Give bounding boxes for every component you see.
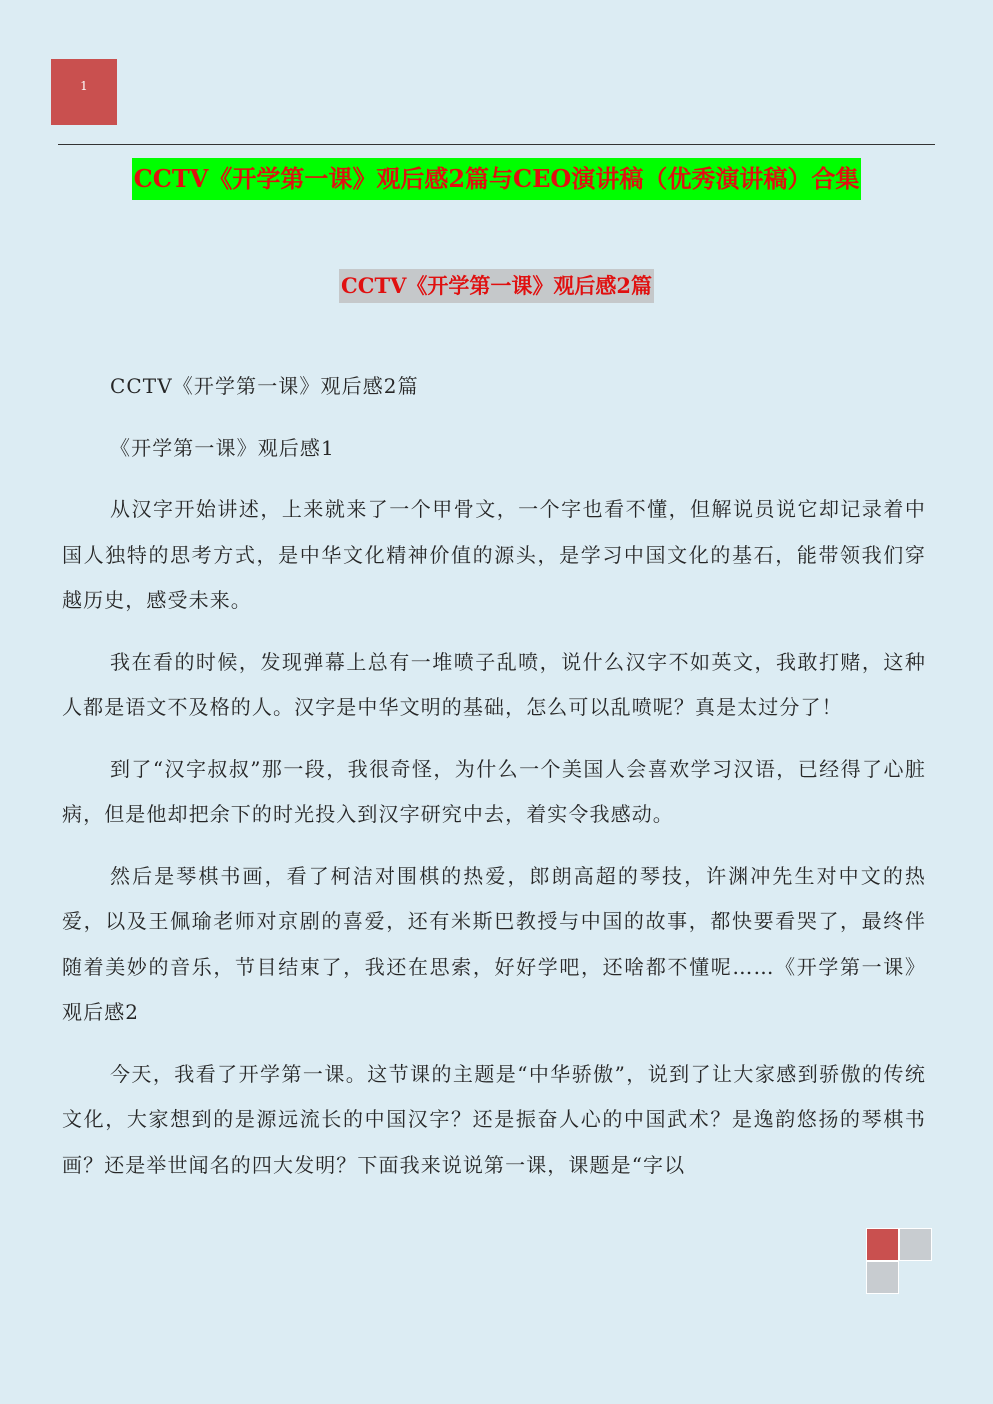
- paragraph: 我在看的时候，发现弹幕上总有一堆喷子乱喷，说什么汉字不如英文，我敢打赌，这种人都是语文不及格的人。汉字是中华文明的基础，怎么可以乱喷呢？真是太过分了！: [62, 649, 926, 719]
- page-number: 1: [80, 79, 88, 93]
- main-title: CCTV《开学第一课》观后感2篇与CEO演讲稿（优秀演讲稿）合集: [132, 158, 862, 200]
- main-title-container: [0, 158, 993, 200]
- paragraph: 从汉字开始讲述，上来就来了一个甲骨文，一个字也看不懂，但解说员说它却记录着中国人独特的思考方式，是中华文化精神价值的源头，是学习中国文化的基石，能带领我们穿越历史，感受未来。: [62, 497, 926, 612]
- paragraph: 今天，我看了开学第一课。这节课的主题是“中华骄傲”，说到了让大家感到骄傲的传统文化，大家想到的是源远流长的中国汉字？还是振奋人心的中国武术？是逸韵悠扬的琴棋书画？还是举世闻名的四大发明？下面我来说说第一课，课题是“字以: [62, 1061, 926, 1177]
- page-number-badge: [51, 59, 117, 125]
- decoration-square-grey: [899, 1228, 932, 1261]
- document-body: [62, 364, 926, 1204]
- header-divider: [58, 144, 935, 145]
- corner-decoration: [866, 1228, 934, 1294]
- paragraph: 《开学第一课》观后感1: [110, 435, 335, 460]
- paragraph: 到了“汉字叔叔”那一段，我很奇怪，为什么一个美国人会喜欢学习汉语，已经得了心脏病，但是他却把余下的时光投入到汉字研究中去，着实令我感动。: [62, 756, 926, 826]
- section-title-container: [0, 269, 993, 303]
- section-title: CCTV《开学第一课》观后感2篇: [339, 269, 654, 303]
- decoration-square-grey: [866, 1261, 899, 1294]
- paragraph: 然后是琴棋书画，看了柯洁对围棋的热爱，郎朗高超的琴技，许渊冲先生对中文的热爱，以及王佩瑜老师对京剧的喜爱，还有米斯巴教授与中国的故事，都快要看哭了，最终伴随着美妙的音乐，节目结束了，我还在思索，好好学吧，还啥都不懂呢……《开学第一课》观后感2: [62, 863, 926, 1024]
- decoration-square-red: [866, 1228, 899, 1261]
- paragraph: CCTV《开学第一课》观后感2篇: [110, 374, 419, 398]
